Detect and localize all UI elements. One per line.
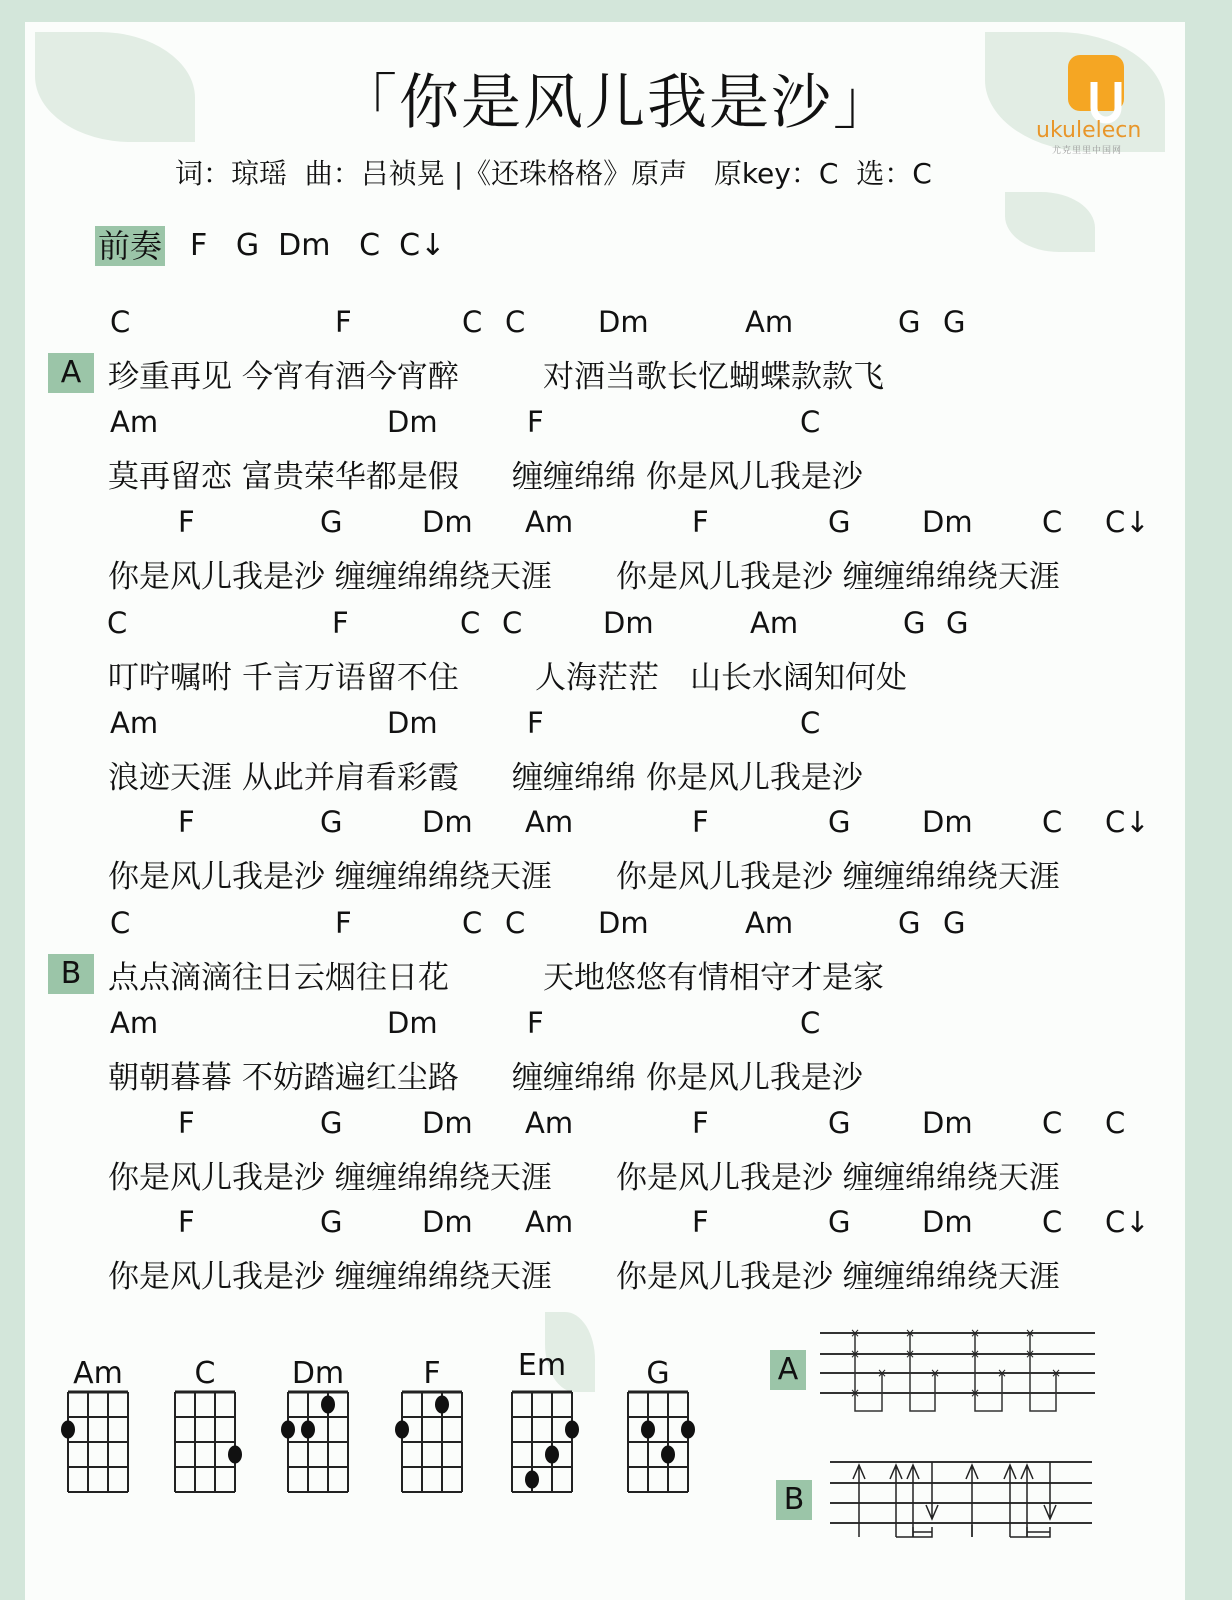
finger-dot [641,1421,655,1439]
chord-diagram-label: G [646,1356,670,1391]
finger-dot [281,1421,295,1439]
chord-label: G [828,505,851,539]
lyric-line: 浪迹天涯 从此并肩看彩霞 [108,760,459,796]
lyric-line: 你是风儿我是沙 缠缠绵绵绕天涯 [108,859,552,895]
chord-label: C↓ [1105,805,1150,839]
chord-label: G [898,305,921,339]
finger-dot [301,1421,315,1439]
chord-label: F [332,606,349,640]
chord-label: G [903,606,926,640]
chord-label: G [320,805,343,839]
ukulele-logo-icon [1068,55,1124,111]
svg-text:×: × [996,1366,1008,1380]
chord-label: C [110,906,131,940]
section-label-a: A [48,353,94,393]
chord-label: F [692,1106,709,1140]
chord-label: Dm [603,606,654,640]
chord-label: C [110,305,131,339]
chord-label: C↓ [1105,505,1150,539]
strum-pattern-b [830,1455,1095,1575]
chord-label: F [178,1106,195,1140]
logo-text: ukulelecn [1036,118,1142,143]
chord-label: Dm [598,305,649,339]
svg-text:×: × [849,1326,861,1340]
chord-label: C [800,706,821,740]
chord-label: F [692,505,709,539]
finger-dot [395,1421,409,1439]
chord-diagram-am [68,1392,132,1496]
chord-label: F [335,906,352,940]
pattern-b-label: B [776,1480,812,1520]
svg-text:×: × [1024,1326,1036,1340]
chord-label: G [943,305,966,339]
svg-text:×: × [969,1386,981,1400]
chord-label: Am [525,505,574,539]
lyric-line: 你是风儿我是沙 缠缠绵绵绕天涯 [108,559,552,595]
svg-text:×: × [904,1326,916,1340]
chord-label: C [800,405,821,439]
leaf-decoration [1005,192,1095,252]
chord-label: G [943,906,966,940]
intro-label: 前奏 [95,226,165,266]
chord-label: Dm [422,1106,473,1140]
lyric-line: 天地悠悠有情相守才是家 [543,960,884,996]
section-label-b: B [48,954,94,994]
finger-dot [228,1446,242,1464]
chord-label: F [527,706,544,740]
chord-label: F [692,1205,709,1239]
finger-dot [435,1396,449,1414]
chord-label: Dm [922,1106,973,1140]
chord-label: Dm [387,706,438,740]
lyric-line: 莫再留恋 富贵荣华都是假 [108,459,459,495]
chord-label: Am [525,1205,574,1239]
chord-label: Am [110,1006,159,1040]
lyric-line: 对酒当歌长忆蝴蝶款款飞 [543,359,884,395]
chord-label: C [1042,805,1063,839]
chord-label: C [462,305,483,339]
lyric-line: 缠缠绵绵 你是风儿我是沙 [512,459,863,495]
chord-label: Am [525,1106,574,1140]
finger-dot [61,1421,75,1439]
chord-label: C [1042,505,1063,539]
chord-diagram-label: C [194,1356,216,1391]
lyric-line: 你是风儿我是沙 缠缠绵绵绕天涯 [616,1160,1060,1196]
chord-diagram-g [628,1392,692,1496]
logo-subtext: 尤克里里中国网 [1052,146,1123,156]
chord-diagram-em [512,1392,576,1496]
chord-label: Am [745,305,794,339]
chord-diagram-label: Em [517,1348,567,1383]
lyric-line: 朝朝暮暮 不妨踏遍红尘路 [108,1060,459,1096]
lyric-line: 你是风儿我是沙 缠缠绵绵绕天涯 [108,1160,552,1196]
chord-label: Am [110,405,159,439]
chord-diagram-f [402,1392,466,1496]
finger-dot [661,1446,675,1464]
chord-label: Dm [422,1205,473,1239]
finger-dot [545,1446,559,1464]
chord-label: G [828,1106,851,1140]
chord-label: Dm [922,805,973,839]
svg-text:×: × [849,1347,861,1361]
chord-label: F [692,805,709,839]
chord-label: Am [745,906,794,940]
chord-label: G [946,606,969,640]
svg-text:×: × [1050,1366,1062,1380]
svg-text:×: × [969,1326,981,1340]
chord-label: Am [750,606,799,640]
chord-label: C [462,906,483,940]
svg-text:×: × [849,1386,861,1400]
finger-dot [321,1396,335,1414]
lyric-line: 你是风儿我是沙 缠缠绵绵绕天涯 [616,559,1060,595]
pattern-a-label: A [770,1350,806,1390]
chord-label: F [178,505,195,539]
chord-label: C [502,606,523,640]
svg-text:×: × [904,1347,916,1361]
strum-pattern-a [820,1325,1100,1415]
lyric-line: 你是风儿我是沙 缠缠绵绵绕天涯 [616,1259,1060,1295]
chord-diagram-dm [288,1392,352,1496]
chord-diagram-c [175,1392,239,1496]
lyric-line: 山长水阔知何处 [690,660,907,696]
chord-label: Dm [387,405,438,439]
chord-label: Dm [422,805,473,839]
chord-label: Am [110,706,159,740]
chord-label: C [1105,1106,1126,1140]
finger-dot [525,1471,539,1489]
lyric-line: 缠缠绵绵 你是风儿我是沙 [512,760,863,796]
intro-chords: F G Dm C C↓ [190,228,446,263]
lyric-line: 你是风儿我是沙 缠缠绵绵绕天涯 [616,859,1060,895]
chord-label: F [178,805,195,839]
chord-label: C [505,305,526,339]
chord-label: C [460,606,481,640]
lyric-line: 人海茫茫 [535,660,659,696]
chord-diagram-label: Dm [291,1356,345,1391]
chord-label: C [505,906,526,940]
lyric-line: 珍重再见 今宵有酒今宵醉 [108,359,459,395]
chord-label: C [1042,1106,1063,1140]
chord-label: G [898,906,921,940]
chord-label: Dm [598,906,649,940]
chord-label: C [800,1006,821,1040]
svg-text:×: × [929,1366,941,1380]
lyric-line: 叮咛嘱咐 千言万语留不住 [108,660,459,696]
lyric-line: 你是风儿我是沙 缠缠绵绵绕天涯 [108,1259,552,1295]
lyric-line: 点点滴滴往日云烟往日花 [108,960,449,996]
finger-dot [565,1421,579,1439]
song-title: 「你是风儿我是沙」 [337,68,895,138]
chord-label: Am [525,805,574,839]
chord-label: G [828,1205,851,1239]
svg-text:×: × [876,1366,888,1380]
chord-label: G [320,1205,343,1239]
chord-label: Dm [922,505,973,539]
lyric-line: 缠缠绵绵 你是风儿我是沙 [512,1060,863,1096]
chord-label: F [527,405,544,439]
chord-label: Dm [387,1006,438,1040]
finger-dot [681,1421,695,1439]
chord-label: G [320,1106,343,1140]
chord-diagram-label: F [423,1356,441,1391]
chord-label: C↓ [1105,1205,1150,1239]
chord-label: Dm [922,1205,973,1239]
chord-label: F [178,1205,195,1239]
song-credits: 词：琼瑶 曲：吕祯晃 |《还珠格格》原声 原key：C 选：C [175,157,932,190]
chord-label: F [335,305,352,339]
chord-label: Dm [422,505,473,539]
chord-label: G [828,805,851,839]
svg-text:×: × [1024,1347,1036,1361]
svg-text:×: × [969,1347,981,1361]
chord-label: G [320,505,343,539]
chord-label: F [527,1006,544,1040]
chord-diagram-label: Am [73,1356,123,1391]
chord-label: C [1042,1205,1063,1239]
chord-label: C [107,606,128,640]
